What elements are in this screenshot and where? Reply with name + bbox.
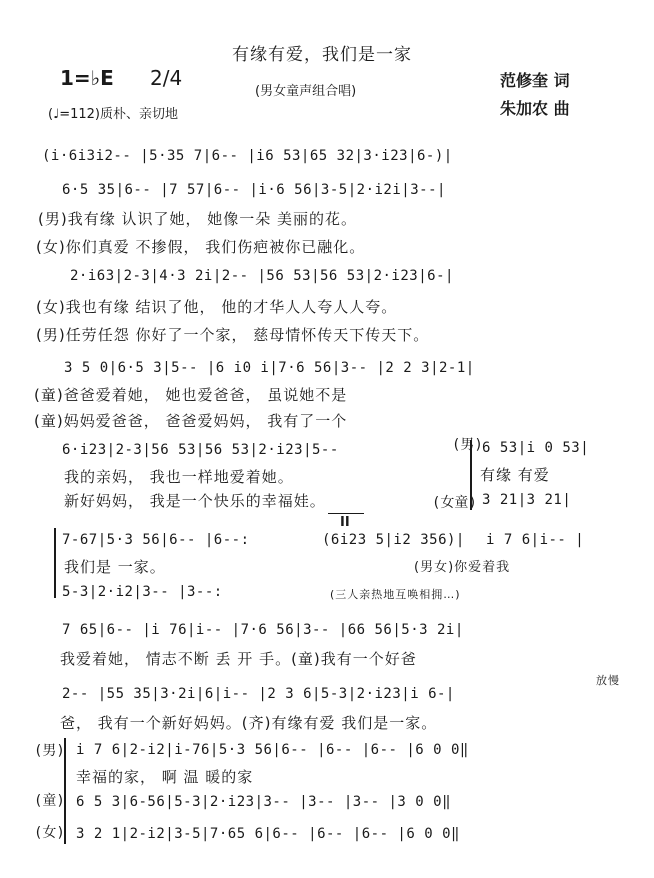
score-line: (6i23 5|i2 356)| <box>322 532 465 548</box>
lyric-line: (童)爸爸爱着她， 她也爱爸爸， 虽说她不是 <box>34 386 348 404</box>
part-label-male: (男) <box>34 743 65 759</box>
side-part-label: (女童) <box>432 495 477 511</box>
score-line: 6 5 3|6-56|5-3|2·i23|3-- |3-- |3-- |3 0 0‖ <box>76 794 452 810</box>
score-line: 6·5 35|6-- |7 57|6-- |i·6 56|3-5|2·i2i|3--| <box>62 182 446 198</box>
time-signature: 2/4 <box>150 66 183 90</box>
score-line: 3 5 0|6·5 3|5-- |6 i0 i|7·6 56|3-- |2 2 3|2-1| <box>64 360 475 376</box>
score-line: 7-67|5·3 56|6-- |6--: <box>62 532 250 548</box>
lyric-line: 爸， 我有一个新好妈妈。(齐)有缘有爱 我们是一家。 <box>60 714 438 732</box>
lyric-line: 我爱着她， 情志不断 丢 开 手。(童)我有一个好爸 <box>60 650 417 668</box>
side-part-label: (男) <box>452 437 483 453</box>
lyric-line: 我的亲妈， 我也一样地爱着她。 <box>64 468 294 486</box>
song-subtitle: (男女童声组合唱) <box>255 84 357 99</box>
score-line: 2-- |55 35|3·2i|6|i-- |2 3 6|5-3|2·i23|i 6-| <box>62 686 455 702</box>
part-label-children: (童) <box>34 793 65 809</box>
score-line: i 7 6|i-- | <box>486 532 585 548</box>
score-line: i 7 6|2-i2|i-76|5·3 56|6-- |6-- |6-- |6 0 0‖ <box>76 742 469 758</box>
lyric-line: 我们是 一家。 <box>64 558 166 576</box>
system-bracket <box>64 738 66 844</box>
lyric-line: (男)我有缘 认识了她， 她像一朵 美丽的花。 <box>38 210 358 228</box>
part-bracket <box>54 528 56 598</box>
lyric-line: 幸福的家， 啊 温 暖的家 <box>76 768 254 786</box>
key-signature: 1=♭E <box>60 66 114 90</box>
part-label-female: (女) <box>34 825 65 841</box>
score-line: (i·6i3i2-- |5·35 7|6-- |i6 53|65 32|3·i23|6-)| <box>42 148 453 164</box>
tempo-aside: 放慢 <box>596 674 620 687</box>
lyric-line: (男)任劳任怨 你好了一个家， 慈母情怀传天下传天下。 <box>36 326 430 344</box>
lyric-line: (男女)你爱着我 <box>414 560 511 575</box>
lyric-line: 新好妈妈， 我是一个快乐的幸福娃。 <box>64 492 326 510</box>
lyricist-credit: 范修奎 词 <box>500 71 570 90</box>
score-line: 6·i23|2-3|56 53|56 53|2·i23|5-- <box>62 442 339 458</box>
score-line: 2·i63|2-3|4·3 2i|2-- |56 53|56 53|2·i23|6-| <box>70 268 454 284</box>
composer-credit: 朱加农 曲 <box>500 99 570 118</box>
score-line: 7 65|6-- |i 76|i-- |7·6 56|3-- |66 56|5·3 2i| <box>62 622 464 638</box>
lyric-line: (女)我也有缘 结识了他， 他的才华人人夸人人夸。 <box>36 298 398 316</box>
lyric-line: (女)你们真爱 不掺假， 我们伤疤被你已融化。 <box>36 238 366 256</box>
score-line: 3 2 1|2-i2|3-5|7·65 6|6-- |6-- |6-- |6 0 0‖ <box>76 826 460 842</box>
score-line: 5-3|2·i2|3-- |3--: <box>62 584 223 600</box>
song-title: 有缘有爱，我们是一家 <box>232 45 412 65</box>
section-marker: II <box>340 515 350 530</box>
stage-direction: (三人亲热地互唤相拥…) <box>330 588 461 601</box>
side-score-line: 3 21|3 21| <box>482 492 572 508</box>
tempo-marking: (♩=112)质朴、亲切地 <box>48 107 178 122</box>
side-score-line: 6 53|i 0 53| <box>482 440 590 456</box>
lyric-line: (童)妈妈爱爸爸， 爸爸爱妈妈， 我有了一个 <box>34 412 348 430</box>
side-lyric-line: 有缘 有爱 <box>480 466 550 484</box>
